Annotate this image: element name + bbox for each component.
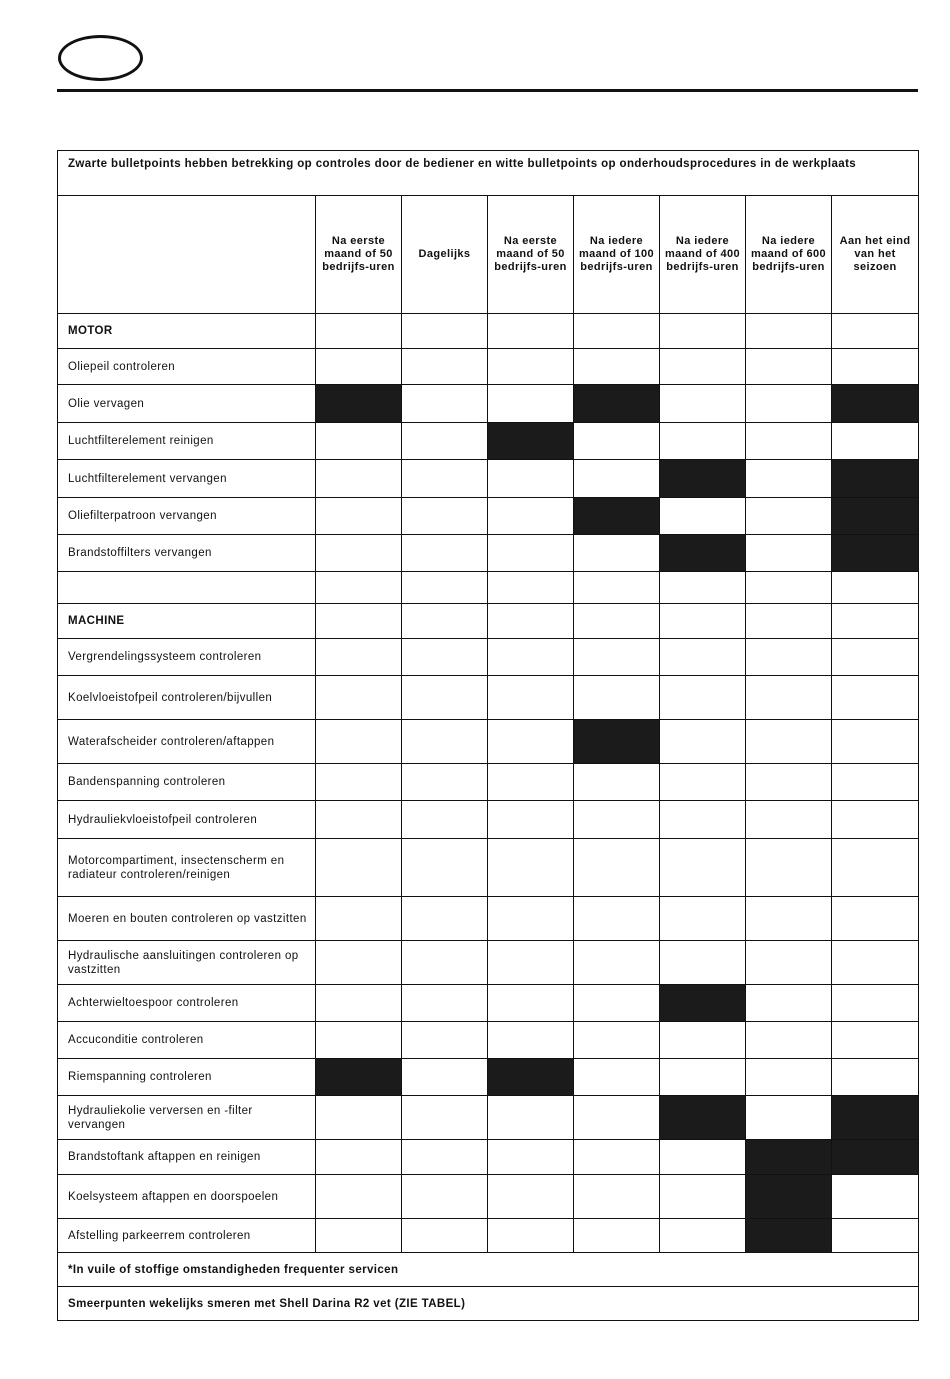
empty-cell	[832, 676, 919, 720]
empty-cell	[316, 1219, 402, 1253]
task-label	[58, 572, 316, 604]
task-label: Koelvloeistofpeil controleren/bijvullen	[58, 676, 316, 720]
empty-cell	[488, 639, 574, 676]
table-row	[58, 839, 919, 897]
empty-cell	[574, 604, 660, 639]
task-label: Motorcompartiment, insectenscherm en radiateur controleren/reinigen	[58, 839, 316, 897]
empty-cell	[488, 897, 574, 941]
empty-cell	[660, 572, 746, 604]
empty-cell	[402, 1059, 488, 1096]
empty-cell	[660, 639, 746, 676]
empty-cell	[402, 385, 488, 423]
task-label: Achterwieltoespoor controleren	[58, 985, 316, 1022]
filled-bullet-cell	[832, 460, 919, 498]
table-row	[58, 1219, 919, 1253]
table-row	[58, 897, 919, 941]
table-row	[58, 349, 919, 385]
empty-cell	[402, 1096, 488, 1140]
empty-cell	[316, 897, 402, 941]
language-badge-oval	[58, 35, 143, 81]
empty-cell	[488, 1175, 574, 1219]
empty-cell	[316, 801, 402, 839]
empty-cell	[316, 423, 402, 460]
empty-cell	[402, 764, 488, 801]
empty-cell	[574, 1096, 660, 1140]
empty-cell	[746, 1022, 832, 1059]
empty-cell	[574, 423, 660, 460]
empty-cell	[402, 985, 488, 1022]
empty-cell	[316, 498, 402, 535]
empty-cell	[832, 1175, 919, 1219]
filled-bullet-cell	[832, 1096, 919, 1140]
empty-cell	[746, 720, 832, 764]
filled-bullet-cell	[660, 1096, 746, 1140]
empty-cell	[574, 1219, 660, 1253]
empty-cell	[402, 639, 488, 676]
empty-cell	[316, 839, 402, 897]
empty-cell	[488, 535, 574, 572]
empty-cell	[574, 572, 660, 604]
empty-cell	[488, 676, 574, 720]
empty-cell	[832, 985, 919, 1022]
empty-cell	[660, 764, 746, 801]
empty-cell	[832, 572, 919, 604]
empty-cell	[746, 349, 832, 385]
task-label: Vergrendelingssysteem controleren	[58, 639, 316, 676]
empty-cell	[832, 423, 919, 460]
task-label: Oliepeil controleren	[58, 349, 316, 385]
empty-cell	[574, 801, 660, 839]
table-row	[58, 1140, 919, 1175]
empty-cell	[660, 897, 746, 941]
section-title: MACHINE	[58, 604, 316, 639]
column-header: Na eerste maand of 50 bedrijfs-uren	[488, 196, 574, 314]
empty-cell	[574, 985, 660, 1022]
table-row	[58, 1059, 919, 1096]
empty-cell	[574, 535, 660, 572]
filled-bullet-cell	[574, 498, 660, 535]
empty-cell	[488, 839, 574, 897]
table-row	[58, 639, 919, 676]
empty-cell	[574, 764, 660, 801]
empty-cell	[832, 639, 919, 676]
empty-cell	[746, 639, 832, 676]
empty-cell	[660, 720, 746, 764]
empty-cell	[402, 314, 488, 349]
empty-cell	[316, 639, 402, 676]
task-label: Accuconditie controleren	[58, 1022, 316, 1059]
empty-cell	[660, 801, 746, 839]
empty-cell	[660, 423, 746, 460]
empty-cell	[660, 349, 746, 385]
empty-cell	[660, 1175, 746, 1219]
filled-bullet-cell	[316, 1059, 402, 1096]
empty-cell	[488, 498, 574, 535]
column-header: Na iedere maand of 600 bedrijfs-uren	[746, 196, 832, 314]
empty-cell	[832, 1219, 919, 1253]
empty-cell	[746, 1059, 832, 1096]
empty-cell	[832, 349, 919, 385]
task-label: Hydrauliekolie verversen en -filter vervangen	[58, 1096, 316, 1140]
filled-bullet-cell	[832, 535, 919, 572]
empty-cell	[746, 385, 832, 423]
empty-cell	[746, 839, 832, 897]
header-rule	[57, 89, 918, 92]
empty-cell	[488, 1140, 574, 1175]
empty-cell	[574, 676, 660, 720]
footnote-text: *In vuile of stoffige omstandigheden frequenter servicen	[58, 1253, 919, 1287]
empty-cell	[832, 1022, 919, 1059]
empty-cell	[488, 604, 574, 639]
footnote-row	[58, 1253, 919, 1287]
table-row	[58, 801, 919, 839]
intro-text: Zwarte bulletpoints hebben betrekking op controles door de bediener en witte bulletpoints op onderhoudsprocedures in de werkplaats	[58, 151, 919, 196]
empty-cell	[488, 941, 574, 985]
footnote-row	[58, 1287, 919, 1321]
table-row	[58, 941, 919, 985]
empty-cell	[316, 764, 402, 801]
empty-cell	[574, 941, 660, 985]
empty-cell	[402, 460, 488, 498]
column-header: Na iedere maand of 400 bedrijfs-uren	[660, 196, 746, 314]
empty-cell	[660, 604, 746, 639]
table-row	[58, 1175, 919, 1219]
filled-bullet-cell	[488, 423, 574, 460]
task-label: Koelsysteem aftappen en doorspoelen	[58, 1175, 316, 1219]
column-header: Na iedere maand of 100 bedrijfs-uren	[574, 196, 660, 314]
empty-cell	[316, 349, 402, 385]
empty-cell	[660, 1059, 746, 1096]
empty-cell	[402, 720, 488, 764]
empty-cell	[402, 1175, 488, 1219]
empty-cell	[832, 839, 919, 897]
task-label: Afstelling parkeerrem controleren	[58, 1219, 316, 1253]
empty-cell	[402, 572, 488, 604]
table-row	[58, 1022, 919, 1059]
empty-cell	[316, 604, 402, 639]
empty-cell	[574, 1059, 660, 1096]
table-row	[58, 423, 919, 460]
empty-cell	[574, 639, 660, 676]
empty-cell	[660, 941, 746, 985]
empty-cell	[832, 314, 919, 349]
table-row	[58, 535, 919, 572]
empty-cell	[488, 720, 574, 764]
empty-cell	[316, 676, 402, 720]
empty-cell	[488, 801, 574, 839]
table-row	[58, 764, 919, 801]
task-label: Brandstoftank aftappen en reinigen	[58, 1140, 316, 1175]
task-label: Olie vervagen	[58, 385, 316, 423]
filled-bullet-cell	[574, 720, 660, 764]
task-label: Oliefilterpatroon vervangen	[58, 498, 316, 535]
empty-cell	[488, 314, 574, 349]
empty-cell	[488, 385, 574, 423]
empty-cell	[660, 839, 746, 897]
empty-cell	[402, 604, 488, 639]
filled-bullet-cell	[316, 385, 402, 423]
task-label: Luchtfilterelement vervangen	[58, 460, 316, 498]
section-row	[58, 604, 919, 639]
filled-bullet-cell	[832, 498, 919, 535]
column-header: Na eerste maand of 50 bedrijfs-uren	[316, 196, 402, 314]
empty-cell	[316, 1022, 402, 1059]
empty-cell	[316, 1096, 402, 1140]
empty-cell	[746, 764, 832, 801]
table-row	[58, 498, 919, 535]
section-title: MOTOR	[58, 314, 316, 349]
empty-cell	[746, 676, 832, 720]
empty-cell	[660, 1140, 746, 1175]
filled-bullet-cell	[746, 1175, 832, 1219]
empty-cell	[316, 1140, 402, 1175]
empty-cell	[832, 720, 919, 764]
table-row	[58, 385, 919, 423]
empty-cell	[832, 1059, 919, 1096]
empty-cell	[660, 314, 746, 349]
column-header: Dagelijks	[402, 196, 488, 314]
empty-cell	[402, 1022, 488, 1059]
empty-cell	[316, 720, 402, 764]
empty-cell	[488, 349, 574, 385]
empty-cell	[574, 897, 660, 941]
table-row	[58, 460, 919, 498]
table-row	[58, 985, 919, 1022]
empty-cell	[488, 1022, 574, 1059]
empty-cell	[316, 535, 402, 572]
empty-cell	[488, 1096, 574, 1140]
empty-cell	[402, 498, 488, 535]
filled-bullet-cell	[746, 1140, 832, 1175]
task-label: Hydrauliekvloeistofpeil controleren	[58, 801, 316, 839]
task-label: Riemspanning controleren	[58, 1059, 316, 1096]
empty-cell	[746, 460, 832, 498]
empty-cell	[316, 1175, 402, 1219]
table-row	[58, 572, 919, 604]
task-label: Brandstoffilters vervangen	[58, 535, 316, 572]
empty-cell	[488, 764, 574, 801]
empty-cell	[832, 897, 919, 941]
filled-bullet-cell	[660, 985, 746, 1022]
empty-cell	[574, 460, 660, 498]
footnote-text: Smeerpunten wekelijks smeren met Shell Darina R2 vet (ZIE TABEL)	[58, 1287, 919, 1321]
empty-cell	[746, 572, 832, 604]
empty-cell	[316, 572, 402, 604]
empty-cell	[746, 801, 832, 839]
empty-cell	[574, 349, 660, 385]
empty-cell	[488, 572, 574, 604]
filled-bullet-cell	[832, 1140, 919, 1175]
empty-cell	[316, 460, 402, 498]
empty-cell	[402, 1140, 488, 1175]
empty-cell	[402, 897, 488, 941]
empty-cell	[660, 676, 746, 720]
header-blank-cell	[58, 196, 316, 314]
empty-cell	[402, 941, 488, 985]
empty-cell	[746, 604, 832, 639]
table-row	[58, 720, 919, 764]
empty-cell	[574, 314, 660, 349]
empty-cell	[746, 423, 832, 460]
empty-cell	[746, 535, 832, 572]
task-label: Luchtfilterelement reinigen	[58, 423, 316, 460]
filled-bullet-cell	[832, 385, 919, 423]
empty-cell	[402, 423, 488, 460]
empty-cell	[832, 764, 919, 801]
empty-cell	[746, 1096, 832, 1140]
empty-cell	[316, 985, 402, 1022]
filled-bullet-cell	[574, 385, 660, 423]
empty-cell	[574, 1022, 660, 1059]
empty-cell	[402, 349, 488, 385]
task-label: Bandenspanning controleren	[58, 764, 316, 801]
empty-cell	[402, 676, 488, 720]
filled-bullet-cell	[660, 460, 746, 498]
empty-cell	[660, 1219, 746, 1253]
maintenance-table	[57, 150, 919, 1321]
table-row	[58, 1096, 919, 1140]
empty-cell	[402, 535, 488, 572]
empty-cell	[488, 460, 574, 498]
empty-cell	[402, 839, 488, 897]
maintenance-schedule	[57, 150, 918, 1321]
empty-cell	[316, 941, 402, 985]
table-row	[58, 676, 919, 720]
task-label: Waterafscheider controleren/aftappen	[58, 720, 316, 764]
empty-cell	[832, 801, 919, 839]
task-label: Moeren en bouten controleren op vastzitten	[58, 897, 316, 941]
section-row	[58, 314, 919, 349]
empty-cell	[660, 1022, 746, 1059]
empty-cell	[832, 941, 919, 985]
empty-cell	[746, 897, 832, 941]
empty-cell	[488, 1219, 574, 1253]
empty-cell	[402, 1219, 488, 1253]
empty-cell	[574, 1175, 660, 1219]
empty-cell	[316, 314, 402, 349]
empty-cell	[746, 314, 832, 349]
column-header: Aan het eind van het seizoen	[832, 196, 919, 314]
empty-cell	[488, 985, 574, 1022]
empty-cell	[746, 941, 832, 985]
empty-cell	[746, 985, 832, 1022]
filled-bullet-cell	[660, 535, 746, 572]
empty-cell	[574, 839, 660, 897]
empty-cell	[660, 498, 746, 535]
task-label: Hydraulische aansluitingen controleren op vastzitten	[58, 941, 316, 985]
empty-cell	[660, 385, 746, 423]
filled-bullet-cell	[746, 1219, 832, 1253]
filled-bullet-cell	[488, 1059, 574, 1096]
empty-cell	[746, 498, 832, 535]
empty-cell	[832, 604, 919, 639]
empty-cell	[574, 1140, 660, 1175]
empty-cell	[402, 801, 488, 839]
